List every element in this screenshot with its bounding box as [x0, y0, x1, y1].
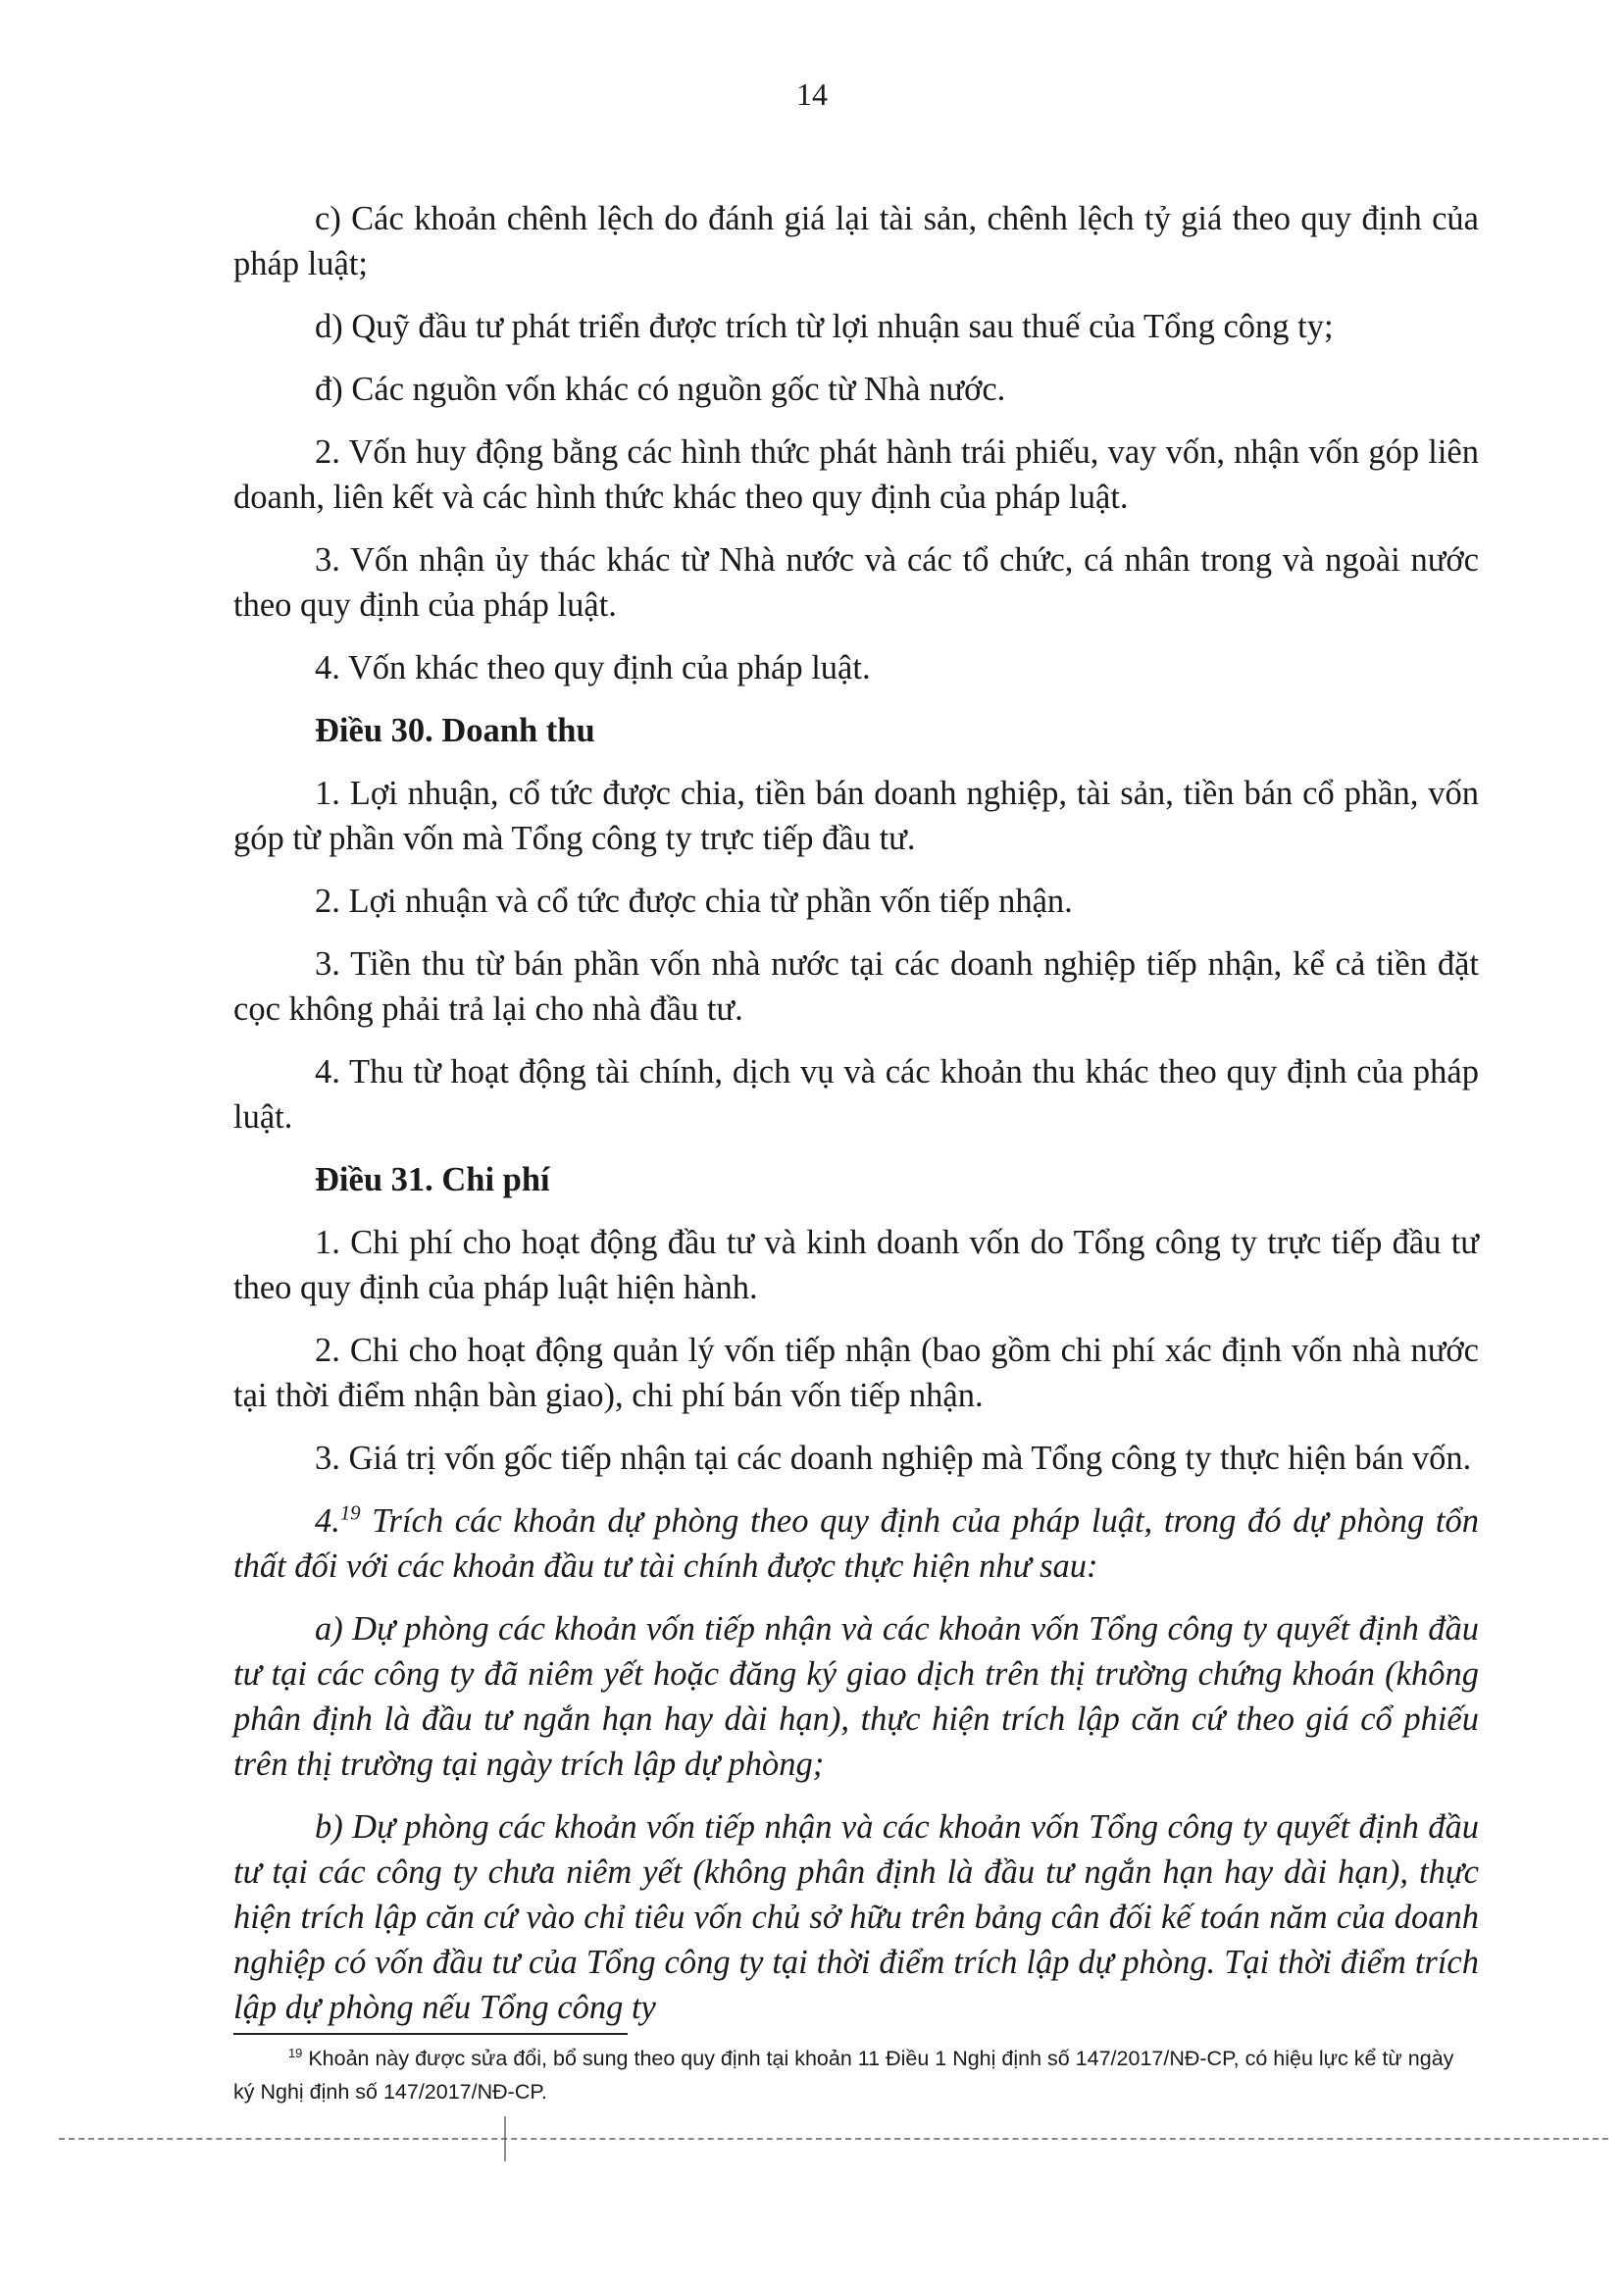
article-30-heading: Điều 30. Doanh thu: [315, 712, 595, 749]
paragraph-c: c) Các khoản chênh lệch do đánh giá lại tài sản, chênh lệch tỷ giá theo quy định của pháp luật;: [233, 200, 1479, 282]
paragraph-3: 3. Vốn nhận ủy thác khác từ Nhà nước và các tổ chức, cá nhân trong và ngoài nước theo quy định của pháp luật.: [233, 541, 1479, 624]
scan-artifact-mark: [504, 2116, 506, 2161]
paragraph-dd: đ) Các nguồn vốn khác có nguồn gốc từ Nhà nước.: [315, 371, 1006, 408]
footnote: [233, 2042, 1479, 2108]
footnote-ref: 19: [339, 1502, 361, 1525]
page-number: 14: [796, 76, 828, 112]
article-30-item-4: 4. Thu từ hoạt động tài chính, dịch vụ và các khoản thu khác theo quy định của pháp luật.: [233, 1053, 1479, 1136]
paragraph-4: 4. Vốn khác theo quy định của pháp luật.: [315, 649, 871, 686]
article-31-item-1: 1. Chi phí cho hoạt động đầu tư và kinh doanh vốn do Tổng công ty trực tiếp đầu tư theo quy định của pháp luật hiện hành.: [233, 1224, 1479, 1306]
item-4-text: Trích các khoản dự phòng theo quy định của pháp luật, trong đó dự phòng tổn thất đối với các khoản đầu tư tài chính được thực hiện như sau:: [233, 1502, 1479, 1585]
footnote-text: Khoản này được sửa đổi, bổ sung theo quy định tại khoản 11 Điều 1 Nghị định số 147/2017/NĐ-CP, có hiệu lực kể từ ngày ký Nghị định số 147/2017/NĐ-CP.: [233, 2047, 1454, 2104]
paragraph-d: d) Quỹ đầu tư phát triển được trích từ lợi nhuận sau thuế của Tổng công ty;: [315, 308, 1334, 345]
item-4-prefix: 4.: [315, 1502, 340, 1540]
footnote-separator: [233, 2033, 628, 2035]
article-31-item-4: [233, 1498, 1479, 1589]
article-30-item-2: 2. Lợi nhuận và cổ tức được chia từ phần vốn tiếp nhận.: [315, 883, 1073, 920]
footnote-marker: 19: [288, 2045, 303, 2060]
subitem-a: a) Dự phòng các khoản vốn tiếp nhận và các khoản vốn Tổng công ty quyết định đầu tư tại các công ty đã niêm yết hoặc đăng ký giao dịch trên thị trường chứng khoán (không phân định là đầu tư ngắn hạn hay dài hạn), thực hiện trích lập căn cứ theo giá cổ phiếu trên thị trường tại ngày trích lập dự phòng;: [233, 1610, 1479, 1783]
paragraph-2: 2. Vốn huy động bằng các hình thức phát hành trái phiếu, vay vốn, nhận vốn góp liên doanh, liên kết và các hình thức khác theo quy định của pháp luật.: [233, 433, 1479, 516]
article-30-item-3: 3. Tiền thu từ bán phần vốn nhà nước tại các doanh nghiệp tiếp nhận, kể cả tiền đặt cọc không phải trả lại cho nhà đầu tư.: [233, 945, 1479, 1028]
article-30-item-1: 1. Lợi nhuận, cổ tức được chia, tiền bán doanh nghiệp, tài sản, tiền bán cổ phần, vốn góp từ phần vốn mà Tổng công ty trực tiếp đầu tư.: [233, 775, 1479, 857]
document-body: [233, 196, 1479, 2048]
article-31-heading: Điều 31. Chi phí: [315, 1161, 550, 1198]
subitem-b: b) Dự phòng các khoản vốn tiếp nhận và các khoản vốn Tổng công ty quyết định đầu tư tại các công ty chưa niêm yết (không phân định là đầu tư ngắn hạn hay dài hạn), thực hiện trích lập căn cứ vào chỉ tiêu vốn chủ sở hữu trên bảng cân đối kế toán năm của doanh nghiệp có vốn đầu tư của Tổng công ty tại thời điểm trích lập dự phòng. Tại thời điểm trích lập dự phòng nếu Tổng công ty: [233, 1808, 1479, 2026]
article-31-item-3: 3. Giá trị vốn gốc tiếp nhận tại các doanh nghiệp mà Tổng công ty thực hiện bán vốn.: [315, 1440, 1472, 1477]
scan-artifact-line: [59, 2138, 1608, 2140]
article-31-item-2: 2. Chi cho hoạt động quản lý vốn tiếp nhận (bao gồm chi phí xác định vốn nhà nước tại thời điểm nhận bàn giao), chi phí bán vốn tiếp nhận.: [233, 1332, 1479, 1414]
